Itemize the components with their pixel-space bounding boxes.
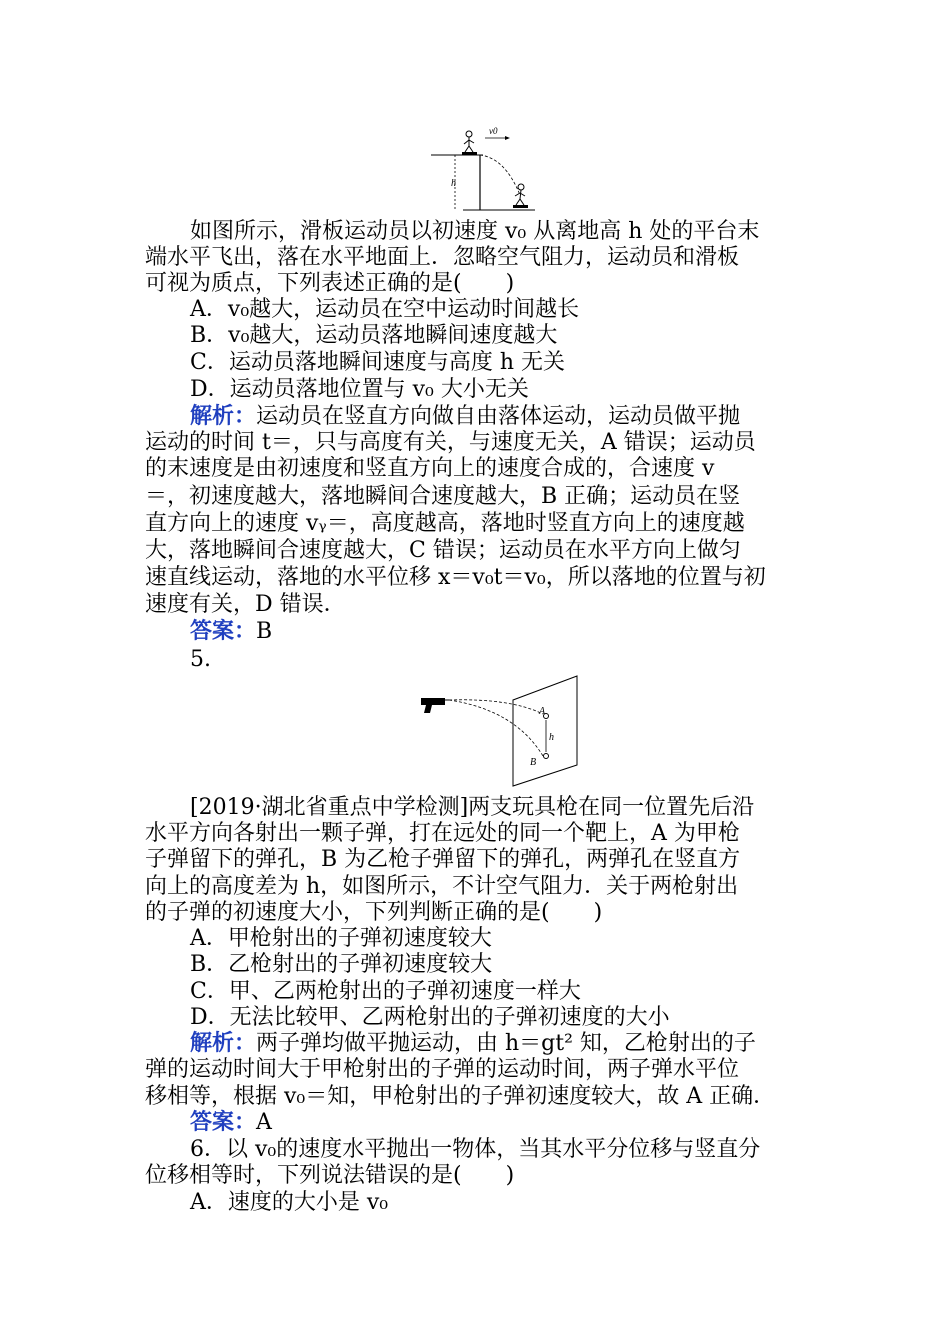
q4-analysis-first — [190, 404, 810, 430]
q4-analysis-line-5: 大，落地瞬间合速度越大，C 错误；运动员在水平方向上做匀 — [145, 538, 741, 563]
q4-analysis-first-text: 运动员在竖直方向做自由落体运动，运动员做平抛 — [256, 404, 741, 429]
q4-answer-value: B — [256, 619, 273, 644]
q5-answer — [190, 1110, 810, 1136]
fig2-b-label: B — [530, 757, 537, 768]
fig1-v0-label: v0 — [489, 126, 498, 136]
q5-stem-line-5: 的子弹的初速度大小，下列判断正确的是( ) — [145, 900, 603, 925]
q4-analysis-line-2: 的末速度是由初速度和竖直方向上的速度合成的，合速度 v — [145, 456, 715, 481]
q5-analysis-line-1: 弹的运动时间大于甲枪射出的子弹的运动时间，两子弹水平位 — [145, 1057, 740, 1082]
q5-number: 5. — [190, 647, 211, 672]
fig2-a-label: A — [539, 706, 546, 717]
q5-analysis-first-text: 两子弹均做平抛运动，由 h＝gt² 知，乙枪射出的子 — [256, 1031, 756, 1056]
q5-analysis-label: 解析： — [190, 1031, 257, 1056]
q5-option-a: A．甲枪射出的子弹初速度较大 — [190, 926, 492, 951]
q4-option-c: C．运动员落地瞬间速度与高度 h 无关 — [190, 350, 565, 375]
q6-stem-line-2: 位移相等时，下列说法错误的是( ) — [145, 1163, 515, 1188]
q4-stem-line-3: 可视为质点，下列表述正确的是( ) — [145, 271, 515, 296]
skateboard-figure — [425, 120, 545, 215]
q5-answer-value: A — [256, 1110, 272, 1135]
q5-stem-line-2: 水平方向各射出一颗子弹，打在远处的同一个靶上，A 为甲枪 — [145, 821, 740, 846]
q5-stem-line-1: [2019·湖北省重点中学检测]两支玩具枪在同一位置先后沿 — [190, 795, 755, 820]
q5-option-d: D．无法比较甲、乙两枪射出的子弹初速度的大小 — [190, 1005, 670, 1030]
q5-stem-line-4: 向上的高度差为 h，如图所示，不计空气阻力．关于两枪射出 — [145, 874, 739, 899]
q6-stem-line-1: 6．以 v₀的速度水平抛出一物体，当其水平分位移与竖直分 — [190, 1137, 761, 1162]
q4-analysis-line-1: 运动的时间 t＝，只与高度有关，与速度无关，A 错误；运动员 — [145, 430, 756, 455]
q4-option-a: A．v₀越大，运动员在空中运动时间越长 — [190, 297, 580, 322]
q4-analysis-line-6: 速直线运动，落地的水平位移 x＝v₀t＝v₀，所以落地的位置与初 — [145, 565, 766, 590]
q5-option-b: B．乙枪射出的子弹初速度较大 — [190, 952, 493, 977]
q6-option-a: A．速度的大小是 v₀ — [190, 1190, 389, 1215]
q4-answer — [190, 619, 810, 645]
q4-analysis-line-3: ＝，初速度越大，落地瞬间合速度越大，B 正确；运动员在竖 — [145, 484, 741, 509]
q4-analysis-line-7: 速度有关，D 错误． — [145, 592, 346, 617]
q5-analysis-line-2: 移相等，根据 v₀＝知，甲枪射出的子弹初速度较大，故 A 正确． — [145, 1084, 776, 1109]
q4-stem-line-1: 如图所示，滑板运动员以初速度 v₀ 从离地高 h 处的平台末 — [190, 219, 760, 244]
gun-target-figure — [415, 670, 585, 790]
q4-option-d: D．运动员落地位置与 v₀ 大小无关 — [190, 377, 529, 402]
q5-answer-label: 答案： — [190, 1110, 257, 1135]
fig1-h-label: h — [451, 178, 456, 189]
q4-stem-line-2: 端水平飞出，落在水平地面上．忽略空气阻力，运动员和滑板 — [145, 245, 740, 270]
q4-option-b: B．v₀越大，运动员落地瞬间速度越大 — [190, 323, 558, 348]
q4-answer-label: 答案： — [190, 619, 257, 644]
q4-analysis-label: 解析： — [190, 404, 257, 429]
q5-option-c: C．甲、乙两枪射出的子弹初速度一样大 — [190, 979, 581, 1004]
q5-analysis-first — [190, 1031, 810, 1057]
q4-analysis-line-4: 直方向上的速度 vᵧ＝，高度越高，落地时竖直方向上的速度越 — [145, 511, 745, 536]
q5-stem-line-3: 子弹留下的弹孔，B 为乙枪子弹留下的弹孔，两弹孔在竖直方 — [145, 847, 741, 872]
fig2-h-label: h — [549, 732, 554, 743]
